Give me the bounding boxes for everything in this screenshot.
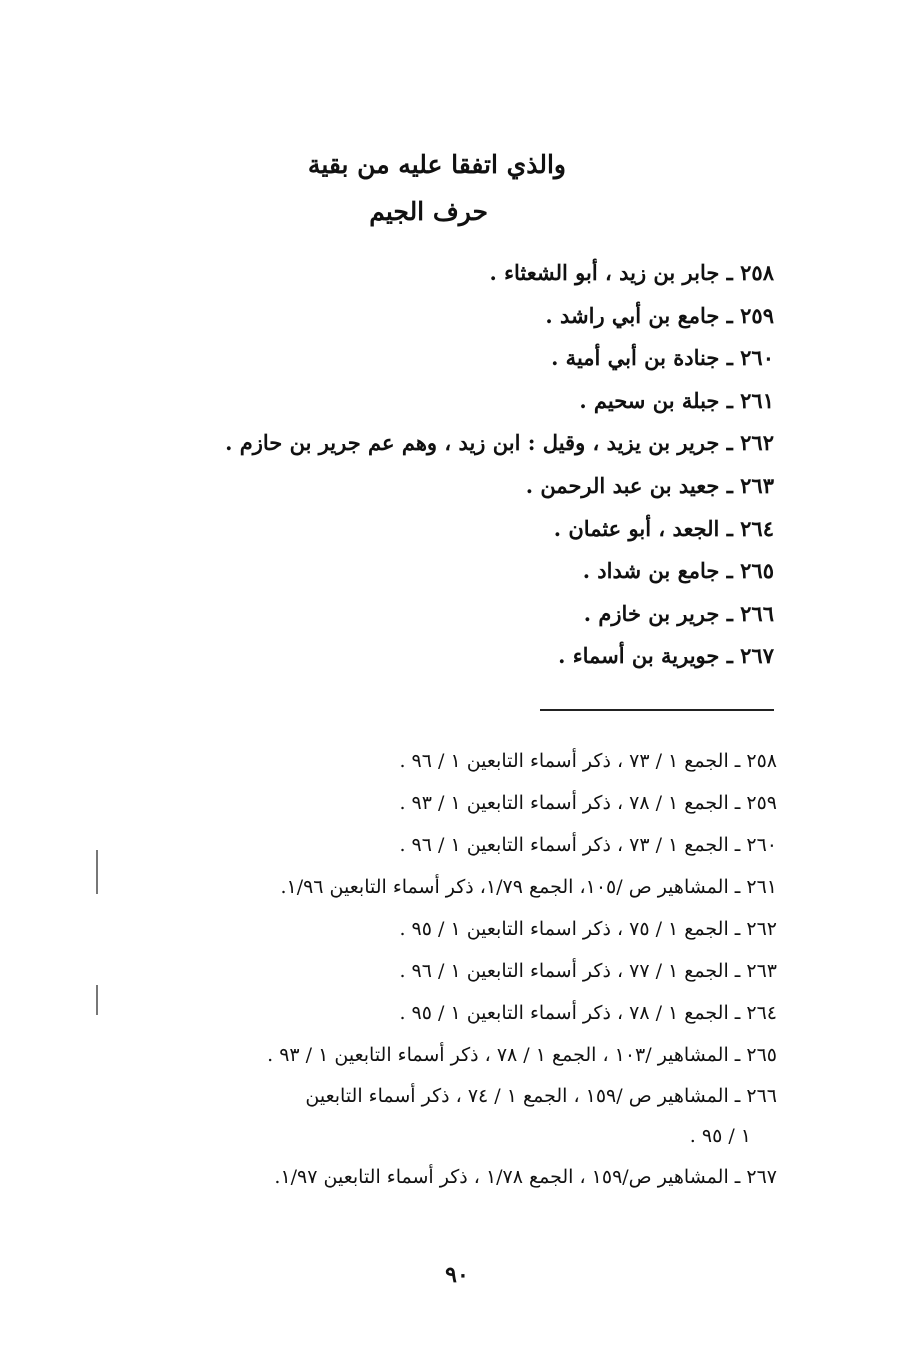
list-item: ٢٦٣ ـ جعيد بن عبد الرحمن . xyxy=(525,472,774,498)
footnote: ٢٥٨ ـ الجمع ١ / ٧٣ ، ذكر أسماء التابعين ١ / ٩٦ . xyxy=(399,750,777,772)
footnote: ٢٦٢ ـ الجمع ١ / ٧٥ ، ذكر اسماء التابعين ١ / ٩٥ . xyxy=(399,918,777,940)
footnote-continuation: ١ / ٩٥ . xyxy=(689,1125,751,1147)
footnote: ٢٦٥ ـ المشاهير /١٠٣ ، الجمع ١ / ٧٨ ، ذكر أسماء التابعين ١ / ٩٣ . xyxy=(267,1044,777,1066)
list-item: ٢٦٤ ـ الجعد ، أبو عثمان . xyxy=(553,515,774,541)
footnote-divider xyxy=(540,709,774,711)
footnote: ٢٦٠ ـ الجمع ١ / ٧٣ ، ذكر أسماء التابعين ١ / ٩٦ . xyxy=(399,834,777,856)
list-item: ٢٦٠ ـ جنادة بن أبي أمية . xyxy=(551,345,774,371)
section-heading: والذي اتفقا عليه من بقية xyxy=(307,150,566,179)
footnote: ٢٦١ ـ المشاهير ص /١٠٥، الجمع ١/٧٩، ذكر أسماء التابعين ١/٩٦. xyxy=(280,876,777,898)
entry-list xyxy=(94,252,774,678)
list-item: ٢٥٨ ـ جابر بن زيد ، أبو الشعثاء . xyxy=(489,260,774,285)
list-item: ٢٦٢ ـ جرير بن يزيد ، وقيل : ابن زيد ، وهم عم جرير بن حازم . xyxy=(225,430,774,456)
list-item: ٢٥٩ ـ جامع بن أبي راشد . xyxy=(545,302,774,328)
footnote: ٢٦٣ ـ الجمع ١ / ٧٧ ، ذكر أسماء التابعين ١ / ٩٦ . xyxy=(399,960,777,982)
list-item: ٢٦٦ ـ جرير بن خازم . xyxy=(583,600,774,626)
scan-artifact-mark xyxy=(96,985,98,1015)
footnote-line: ٢٦٦ ـ المشاهير ص /١٥٩ ، الجمع ١ / ٧٤ ، ذكر أسماء التابعين xyxy=(305,1085,777,1107)
list-item: ٢٦٧ ـ جويرية بن أسماء . xyxy=(558,643,774,669)
scan-artifact-mark xyxy=(96,850,98,894)
section-subheading: حرف الجيم xyxy=(369,197,488,226)
footnote-list xyxy=(87,740,777,1198)
list-item: ٢٦٥ ـ جامع بن شداد . xyxy=(582,558,774,584)
footnote: ٢٦٧ ـ المشاهير ص/١٥٩ ، الجمع ١/٧٨ ، ذكر أسماء التابعين ١/٩٧. xyxy=(274,1166,777,1188)
footnote xyxy=(87,1076,777,1156)
footnote: ٢٦٤ ـ الجمع ١ / ٧٨ ، ذكر أسماء التابعين ١ / ٩٥ . xyxy=(399,1002,777,1024)
list-item: ٢٦١ ـ جبلة بن سحيم . xyxy=(579,387,774,413)
footnote: ٢٥٩ ـ الجمع ١ / ٧٨ ، ذكر أسماء التابعين ١ / ٩٣ . xyxy=(399,792,777,814)
page-number: ٩٠ xyxy=(445,1262,469,1288)
